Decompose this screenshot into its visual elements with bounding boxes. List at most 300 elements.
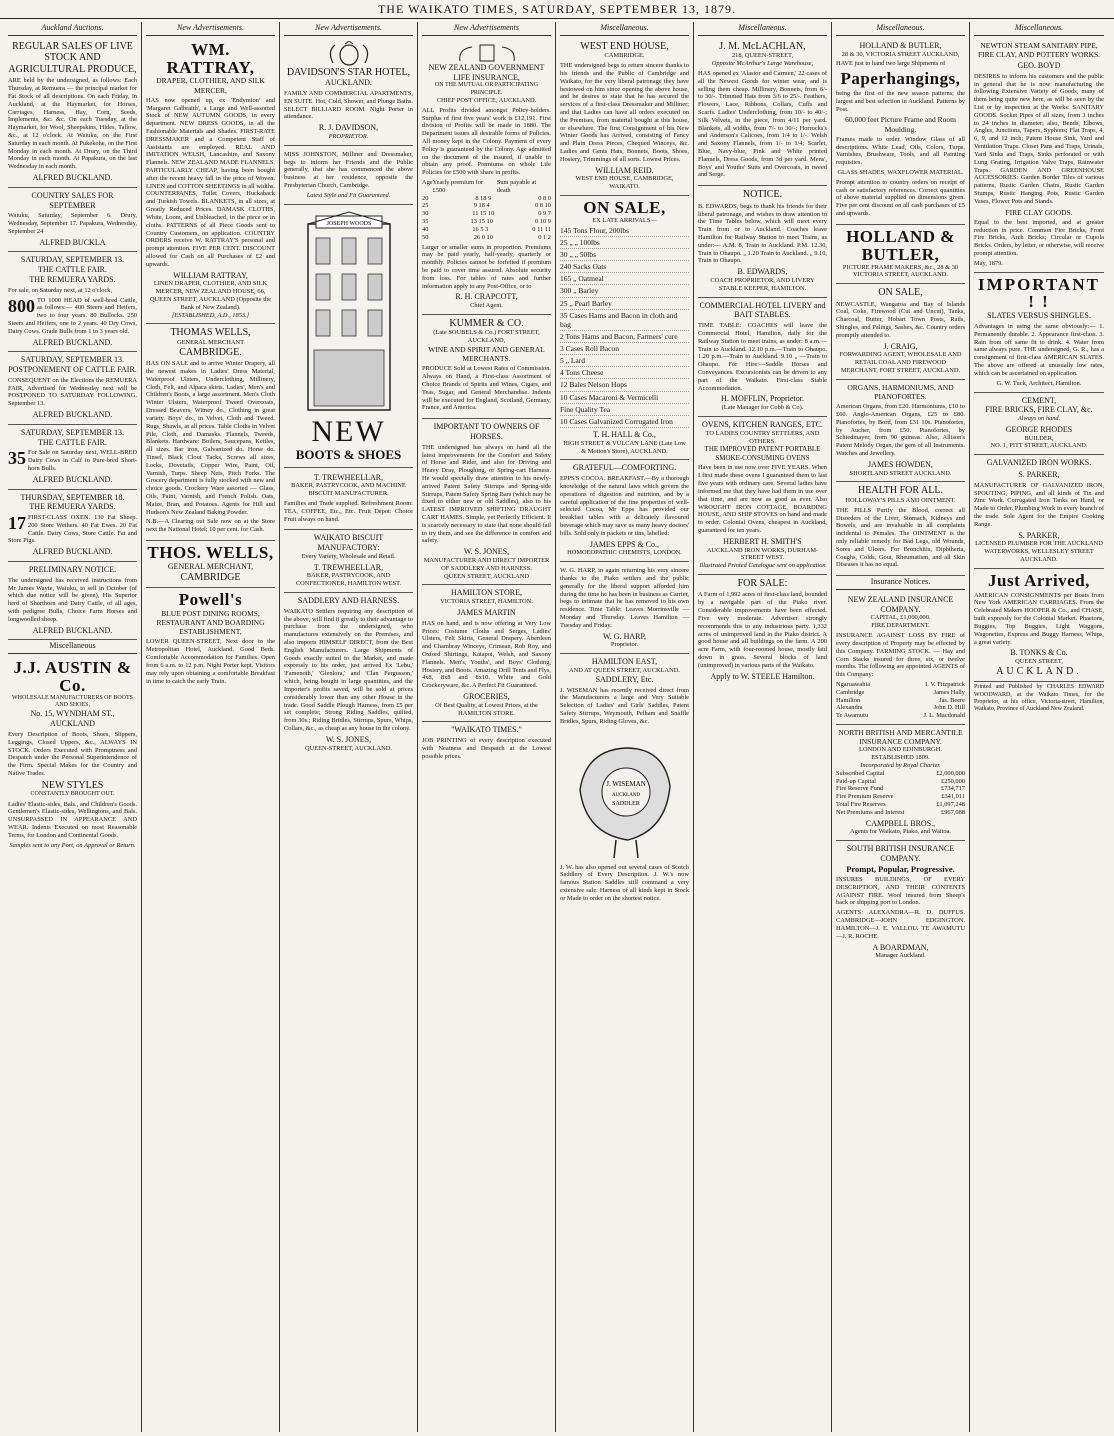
capital-table-cell: £2,000,000: [936, 769, 965, 777]
agents-table-cell: Cambridge: [836, 688, 865, 696]
masthead: THE WAIKATO TIMES, SATURDAY, SEPTEMBER 13, 1879.: [0, 0, 1114, 19]
ad-body: ARE held by the undersigned, as follows: Each Thursday, at Remuera — the principal market for Fat Stock of all descriptions. On each Friday, in Auckland, at the Haymarket, for Horses, Carriages, Harness, Hay, Corn, Seeds, Implements, &c. &c. On each Tuesday, at the Haymarket, for Wool, Sheepskins, Hides, Tallow, &c., at 12 o'clock. At Waiuku, on the First Saturday in each month. At Pukekohe, on the First Monday in each month. At Drury, on the Third Monday in each month. At Papakura, on the last Wednesday in each month.: [8, 77, 137, 171]
ad-signature: HERBERT H. SMITH'S: [723, 536, 802, 546]
section-heading: Miscellaneous.: [560, 22, 689, 36]
ad-lead: HAVE just to hand two large Shipments of: [836, 60, 946, 68]
section-heading: Insurance Notices.: [836, 576, 965, 590]
ad-signature: W. S. JONES,: [325, 734, 372, 744]
ad-date: May, 1879.: [974, 259, 1003, 267]
column-8: [970, 22, 1108, 1432]
ad-subtitle: EX LATE ARRIVALS—: [592, 216, 657, 224]
ad-subtitle: BAKER, PASTRYCOOK, AND MACHINE BISCUIT MANUFACTURER.: [291, 482, 406, 498]
ad-town: CAMBRIDGE.: [179, 346, 242, 358]
ad-slates: [974, 273, 1104, 393]
rate-table-row: [422, 226, 551, 234]
ad-date: SATURDAY, SEPTEMBER 13.: [20, 255, 125, 265]
list-item: 5 „ Lard: [560, 355, 689, 367]
ad-title: HAMILTON EAST,: [591, 657, 658, 667]
section-heading: Miscellaneous.: [974, 22, 1104, 36]
ad-number: 17: [8, 513, 26, 533]
ad-title: IMPORTANT ! !: [978, 274, 1100, 312]
ad-role: Proprietor.: [610, 641, 639, 649]
rate-table-cell: 0 1 2: [538, 233, 551, 241]
ad-title: THE CATTLE FAIR.: [38, 437, 107, 447]
ad-ovens: [698, 417, 827, 575]
ad-established: [ESTABLISHED, A.D., 1853.]: [171, 311, 250, 319]
coat-of-arms-icon: [452, 41, 522, 63]
ad-title: HAMILTON STORE,: [451, 588, 522, 598]
ad-body: LOWER QUEEN-STREET, Next door to the Metropolitan Hotel, Auckland. Good Beds. Comfortable Accommodation for Families. Open from 6 a.m. to 12 p.m. Night Porter kept. Visitors may rely upon obtaining a comfortable Breakfast in time to catch the early Train.: [146, 638, 275, 685]
agents-table-cell: Te Awamutu: [836, 712, 869, 720]
capital-table-cell: £341,011: [941, 793, 965, 801]
ad-subtitle: GENERAL MERCHANT: [176, 338, 245, 346]
section-heading: Miscellaneous.: [698, 22, 827, 36]
list-item: 10 Cases Macaroni & Vermicelli: [560, 392, 689, 404]
ad-subtitle: (Late SOUBELS & Co.) FORT STREET, AUCKLAND,: [433, 329, 540, 345]
rate-table-cell: 0 8 10: [535, 202, 551, 210]
list-item: 145 Tons Flour, 200lbs: [560, 225, 689, 237]
ad-boots-shoes: [284, 205, 413, 468]
capital-table-cell: £734,717: [941, 785, 965, 793]
ad-title: SADDLERY AND HARNESS.: [297, 596, 400, 606]
ad-subtitle: Always on hand.: [1017, 415, 1061, 423]
ad-title: DAVIDSON'S STAR HOTEL,: [286, 66, 411, 78]
ad-subtitle: HOLLOWAY'S PILLS AND OINTMENT.: [845, 496, 956, 504]
ad-title: PRELIMINARY NOTICE.: [28, 565, 117, 574]
ad-address: 28 & 30, VICTORIA STREET AUCKLAND,: [841, 50, 960, 58]
ad-body: INSURANCE AGAINST LOSS BY FIRE of every description of Property may be effected by this Company. FARMING STOCK. — Hay and Corn Stacks insured for three, six, or twelve months. The following are appointed AGENTS of this Company:: [836, 632, 965, 679]
ad-title: NEW ZEALAND GOVERNMENT LIFE INSURANCE,: [428, 62, 545, 82]
ad-subtitle: ON THE MUTUAL OR PARTICIPATING PRINCIPLE.: [434, 82, 539, 96]
ad-signature: B. TONKS & Co.: [1010, 648, 1068, 658]
ad-miss-johnston: [284, 146, 413, 205]
ad-number: 35: [8, 448, 26, 469]
ad-signature: B. EDWARDS,: [737, 267, 788, 277]
agents-table-cell: Jas. Beere: [939, 696, 965, 704]
ad-role: Chief Agent.: [470, 302, 503, 310]
list-item: 25 „ Pearl Barley: [560, 298, 689, 310]
coat-of-arms-icon: [319, 41, 379, 67]
ad-catalogue: Illustrated Printed Catalogue sent on application: [699, 562, 826, 570]
ad-body: MANUFACTURER OF GALVANIZED IRON, SPOUTING, PIPING, and all kinds of Tin and Zinc Work. Corrugated Iron Tanks on Hand, or Made to Order. Plumbing Work in every branch of the trade. Sole Agent for the Empire Cooking Range.: [974, 481, 1104, 528]
ad-town: AUCKLAND.: [325, 78, 372, 88]
ad-austin: [8, 656, 137, 853]
ad-remuera-yards: [8, 490, 137, 563]
ad-mouldings: 60,000 feet Picture Frame and Room Moulding.: [845, 115, 956, 134]
list-item: 3 Cases Roll Bacon: [560, 343, 689, 355]
table-header: [422, 179, 551, 195]
ad-signature: R. J. DAVIDSON,: [318, 123, 379, 133]
ad-kummer: [422, 315, 551, 419]
ad-title: POSTPONEMENT OF CATTLE FAIR.: [8, 365, 137, 375]
ad-body: W. G. HARP, in again returning his very sincere thanks to the Piako settlers and the public generally for the liberal support afforded him during the time he has been in business as Carrier, begs to intimate that he has removed to his own residence. Time Table: Leaves Morrinsville — Monday and Thursday. Leaves Hamilton — Tuesday and Friday.: [560, 567, 689, 629]
rate-table-cell: 11 15 10: [472, 210, 495, 218]
ad-title: ORGANS, HARMONIUMS, AND PIANOFORTES.: [847, 382, 954, 402]
ad-pottery-works: [974, 38, 1104, 273]
ad-south-british: [836, 841, 965, 964]
ad-title: WEST END HOUSE,: [580, 40, 669, 52]
capital-table-cell: £250,000: [941, 777, 965, 785]
agents-table: [836, 681, 965, 720]
column-5: [556, 22, 694, 1432]
agents-table-row: [836, 712, 965, 720]
ad-holloway: [836, 482, 965, 576]
ad-body-2: Larger or smaller sums in proportion. Premiums may be paid yearly, half-yearly, quarterly or monthly. Policies cannot be forfeited if premium be paid to cover time assured. Absolute security from loss. For tables of rates and further information apply to any Post-Office, or to: [422, 243, 551, 290]
ad-signature: T. TREWHEELLAR,: [313, 562, 384, 572]
ad-title: COMMERCIAL HOTEL LIVERY and BAIT STABLES.: [699, 300, 826, 320]
ad-department: FIRE DEPARTMENT.: [871, 622, 930, 630]
ad-signature: ALFRED BUCKLAND.: [32, 547, 113, 557]
section-heading: New Advertisements.: [146, 22, 275, 36]
ad-capital: CAPITAL, £1,000,000.: [870, 614, 931, 622]
ad-life-insurance: [422, 38, 551, 315]
ad-title: OVENS, KITCHEN RANGES, ETC.: [702, 420, 823, 429]
list-item: Fine Quality Tea: [560, 404, 689, 416]
ad-subtitle: TO LADIES COUNTRY SETTLERS, AND OTHERS.: [705, 429, 820, 445]
ad-address: WEST END HOUSE, CAMBRIDGE, WAIKATO.: [575, 175, 674, 191]
ad-signature: W. G. HARP,: [602, 631, 647, 641]
agents-table-cell: J. L. Macdonald: [923, 712, 965, 720]
ad-signature: Apply to W. STEELE Hamilton.: [710, 671, 815, 681]
ad-body: DESIRES to inform his customers and the public in general that he is now manufacturing the following Extensive Variety of Goods, many of them being quite new here, as will be seen by the List or by inspection at the Works: SANITARY GOODS. Socket Pipes of all sizes, from 3 inches to 24 inches in diameter; also, Bends, Elbows, Angles, Junctions, Tapers, Syphons; Flat Traps, 4, 6, 9, and 12 inch; Patent House Sink, Yard and Ventilation Traps. Closet Pans and Traps, Urinals, Yard Sinks and Traps, Sinks perforated or with Lung Grating, Irrigation Valve Traps, Rainwater Traps. GARDEN AND GREENHOUSE ACCESSORIES: Garden Border Tiles of various patterns, Rustic Garden Chairs, Rustic Garden Stumps, Rustic Hanging Pots, Rustic Garden Vases, Flower Pots and Stands.: [974, 72, 1104, 205]
rate-table-cell: 0 8 0: [538, 194, 551, 202]
rate-table-cell: 0 9 7: [538, 210, 551, 218]
rate-table-cell: 30: [422, 210, 429, 218]
ad-signature: ALFRED BUCKLAND.: [32, 410, 113, 420]
ad-title: WAIKATO BISCUIT MANUFACTORY:: [313, 533, 384, 553]
ad-headline: Paperhangings,: [840, 69, 961, 89]
ad-subtitle: DRAPER, CLOTHIER, AND SILK MERCER,: [156, 76, 265, 95]
ad-motto: Prompt, Popular, Progressive.: [846, 863, 955, 874]
saddle-stamp-town: AUCKLAND: [611, 792, 640, 798]
ad-subtitle: MANUFACTURER AND DIRECT IMPORTER OF SADDLERY AND HARNESS.: [423, 557, 550, 572]
rate-table-row: [422, 210, 551, 218]
list-item: 165 „ Oatmeal: [560, 273, 689, 285]
capital-table: [836, 770, 965, 817]
ad-mclachlan: [698, 38, 827, 187]
ad-body: Families and Trade supplied. Refreshment Room: TEA, COFFEE, Etc., Etc. Fruit Depot: Choice Fruit always on hand.: [284, 499, 413, 523]
ad-subtitle-2: AUCKLAND IRON WORKS, DURHAM-STREET WEST.: [706, 546, 819, 562]
ad-subtitle-2: WINE AND SPIRIT AND GENERAL MERCHANTS.: [428, 345, 545, 364]
ad-preliminary-notice: [8, 562, 137, 640]
capital-table-cell: £1,097,248: [936, 801, 965, 808]
ad-title: IMPORTANT TO OWNERS OF HORSES.: [433, 422, 540, 441]
ad-town: CAMBRIDGE: [180, 571, 241, 583]
ad-title-2: SADDLERY, Etc.: [595, 674, 654, 684]
ad-title: SOUTH BRITISH INSURANCE COMPANY.: [846, 844, 955, 863]
agents-table-cell: Hamilton: [836, 696, 861, 704]
ad-signature: H. MOFFLIN, Proprietor.: [721, 394, 804, 404]
capital-table-row: [836, 793, 965, 801]
capital-table-row: [836, 801, 965, 809]
saddle-stamp-name: J. WISEMAN: [605, 779, 646, 788]
ad-title: CEMENT,: [1021, 395, 1057, 405]
ad-opposite: Opposite McArthur's Large Warehouse,: [711, 60, 814, 68]
rate-table-cell: 8 18 9: [475, 194, 492, 202]
ad-body-2: J. W. has also opened out several cases of Scotch Saddlery of Every Description. J. W.'s now famous Station Saddles still command a very extensive sale. Harness of all kinds kept in Stock or Made to order on the shortest notice.: [560, 863, 689, 902]
rate-table-cell: 13 15 10: [470, 218, 493, 226]
ad-subtitle: SLATES VERSUS SHINGLES.: [987, 311, 1091, 321]
ad-harp-carrier: [560, 562, 689, 654]
agents-table-row: [836, 689, 965, 697]
rate-table-cell: 0 10 9: [535, 218, 551, 226]
ad-body-2: Ladies' Elastic-sides, Bals., and Children's Goods. Gentlemen's Elastic-sides, Wellingtons, and Bals. UNSURPASSED IN APPEARANCE AND WEAR. Indents Executed on most Reasonable Terms, for London and Continental Goods.: [8, 800, 137, 839]
ad-role: BUILDER,: [1024, 434, 1054, 442]
rate-table-cell: 16 5 3: [472, 225, 489, 233]
ad-commercial-hotel: [698, 298, 827, 417]
ad-star-hotel: [284, 38, 413, 146]
ad-number: 800: [8, 295, 35, 316]
ad-signature: JAMES EPPS & Co.,: [589, 539, 660, 549]
ad-body: Advantages in using the same obviously:— 1. Permanently durable. 2. Appearance first-class. 3. Rain from off same fit to drink. 4. Water from same always pure. THE undersigned, G. R., has a consignment of first-class AMERICAN SLATES. The above are offered at unusually low rates, which can be ascertained on application.: [974, 323, 1104, 377]
ad-title: GALVANIZED IRON WORKS.: [986, 458, 1092, 468]
ad-rattray: [146, 38, 275, 325]
ad-subtitle: FORWARDING AGENT, WHOLESALE AND RETAIL COAL AND FIREWOOD MERCHANT, FORT STREET, AUCKLAND.: [839, 351, 962, 375]
rate-table-cell: 9 18 4: [473, 202, 490, 210]
ad-body: A Farm of 1,992 acres of first-class land, bounded by a navigable part of the Piako river. Considerable improvements have been effected. Five very moderate. Advertiser strongly recommends this to any industrious party. 1,332 acres of unimproved land in the Piako district. A good house and all buildings on the farm. A 200 acre Farm, with four-roomed house, mostly laid down in grass. Several blocks of land (unimproved) in various parts of the Waikato.: [698, 591, 827, 669]
ad-body: being the first of the new season patterns; the largest and best selection in Auckland. Patterns by Post.: [836, 89, 965, 113]
capital-table-cell: Net Premiums and Interest: [836, 808, 905, 816]
ad-title: HOLLAND & BUTLER,: [859, 40, 942, 50]
ad-postponement: [8, 352, 137, 425]
ad-subtitle: BOOTS & SHOES: [295, 446, 402, 462]
capital-table-cell: Paid-up Capital: [836, 777, 876, 785]
ad-body: B. EDWARDS, begs to thank his friends for their liberal patronage, and wishes to draw attention to the Time Tables below, which will meet every Train from or to Auckland. Coaches leave Hamilton for Railway Station to meet Trains, as under:— A.M. 8, Train to Auckland. P.M. 12.30, Train to Ohaupo. „ 1.20 Train to Auckland. „ 9.10, Train to Ohaupo.: [698, 202, 827, 265]
ad-signature: G. W. Tuck, Architect, Hamilton.: [996, 379, 1082, 387]
column-4: [418, 22, 556, 1432]
ad-signature: ALFRED BUCKLAND.: [32, 173, 113, 182]
ad-body: HAS on hand, and is now offering at Very Low Prices: Costume Cloths and Serges, Ladies' Ulsters, Felt Skirts, General Drapery. Aberdeen and Chambray Winceys, Crimean, Rob Roy, and Oxford Shirtings, Kaiapoi, Welsh, and Saxony Flannels. Men's, Youths', and Boys' Clothing, Hosiery, and Boots. Amazing Drill Tents and Flys, 4x8, 8x8 and 8x10. White and Gold Crockeryware, &c. A Perfect Fit Guaranteed.: [422, 619, 551, 690]
ad-signature: WILLIAM REID.: [595, 165, 654, 175]
ad-office: CHIEF POST OFFICE, AUCKLAND.: [436, 96, 537, 104]
ad-agents: AGENTS: ALEXANDRA—R. D. DUFFUS. CAMBRIDGE—JOHN EDGINGTON. HAMILTON—J. E. VALLOU. TE AWAMUTU—J. R. ROCHE.: [836, 909, 965, 940]
ad-organs: [836, 380, 965, 483]
list-item: 10 Cases Galvanized Corrugated Iron: [560, 416, 689, 428]
shop-sign-text: JOSEPH WOODS: [326, 220, 371, 227]
ad-address: QUEEN STREET, AUCKLAND: [444, 572, 529, 580]
ad-signature: R. H. CRAPCOTT,: [455, 292, 518, 302]
capital-table-row: [836, 785, 965, 793]
ad-powells: [146, 588, 275, 691]
ad-parker-iron: [974, 455, 1104, 569]
ad-title-2: THE IMPROVED PATENT PORTABLE SMOKE-CONSUMING OVENS: [704, 445, 821, 462]
rate-table-cell: 25: [422, 202, 429, 210]
ad-groceries-text: Of Best Quality, at Lowest Prices, at the HAMILTON STORE.: [435, 701, 538, 717]
ad-cattle-fair: [8, 252, 137, 352]
ad-craig-coal: [836, 284, 965, 380]
column-1: [4, 22, 142, 1432]
capital-table-row: [836, 778, 965, 786]
ad-thos-wells: [146, 541, 275, 588]
ad-signature: JAMES MARTIN: [457, 608, 516, 618]
ad-title: NOTICE.: [742, 189, 783, 201]
ad-title: "WAIKATO TIMES.": [451, 725, 522, 735]
capital-table-cell: Fire Premium Reserve: [836, 793, 894, 801]
ad-thomas-wells: [146, 324, 275, 541]
ad-title: ON SALE,: [583, 198, 666, 217]
ad-title: HOLLAND & BUTLER,: [846, 226, 955, 264]
ad-body: Waiuku, Saturday, September 6. Drury, Wednesday, September 17. Papakura, Wednesday, September 24: [8, 212, 137, 235]
ad-signature: ALFRED BUCKLA: [39, 237, 106, 247]
rate-table-row: [422, 234, 551, 242]
section-heading: New Advertisements.: [284, 22, 413, 36]
ad-title: ON SALE,: [878, 287, 923, 299]
ad-title: REGULAR SALES OF LIVE STOCK AND AGRICULTURAL PRODUCE,: [8, 40, 137, 75]
ad-body: EPPS'S COCOA. BREAKFAST.—By a thorough knowledge of the natural laws which govern the operations of digestion and nutrition, and by a careful application of the fine properties of well-selected Cocoa, Mr Epps has provided our breakfast tables with a delicately flavoured beverage which may save us many heavy doctors' bills. Sold only in packets or tins, labelled:: [560, 475, 689, 537]
ad-town: CAMBRIDGE.: [604, 52, 645, 60]
ad-signature: CAMPBELL BROS.,: [865, 818, 936, 828]
agents-table-row: [836, 681, 965, 689]
ad-just-arrived: [974, 569, 1104, 683]
ad-signature-2: S. PARKER,: [1018, 530, 1060, 540]
ad-title-2: FIRE BRICKS, FIRE CLAY, &c.: [985, 405, 1093, 415]
ad-body: THE PILLS Purify the Blood, correct all Disorders of the Liver, Stomach, Kidneys and Bowels, and are invaluable in all complaints incidental to Females. The OINTMENT is the only reliable remedy for Bad Legs, old Wounds, Sores and Ulcers. For Bronchitis, Diphtheria, Coughs, Colds, Gout, Rheumatism, and all Skin Diseases it has no equal.: [836, 506, 965, 569]
rate-table-row: [422, 202, 551, 210]
ad-signature: S. PARKER,: [1018, 469, 1060, 479]
list-item: 2 Tons Hams and Bacon, Farmers' cure: [560, 331, 689, 343]
ad-title: NEW ZEALAND INSURANCE COMPANY.: [847, 594, 954, 614]
ad-note: Latest Style and Fit Guaranteed.: [306, 191, 391, 199]
capital-table-cell: Total Fire Reserves: [836, 801, 886, 808]
rate-table-cell: 50: [422, 233, 429, 241]
ad-epps-cocoa: [560, 460, 689, 562]
ad-body: INSURES BUILDINGS, OF EVERY DESCRIPTION, AND THEIR CONTENTS AGAINST FIRE. Wool insured from Sheep's back or shipping port to London.: [836, 876, 965, 907]
ad-title-2: FIRE CLAY GOODS.: [1005, 207, 1073, 217]
rate-table-cell: 26 0 10: [473, 233, 493, 241]
table-header-cell: Age: [422, 179, 433, 186]
columns: [4, 22, 1110, 1432]
ad-title: THE CATTLE FAIR.: [38, 265, 107, 275]
ad-role: PROPRIETOR.: [328, 133, 369, 140]
ad-signature: JAMES HOWDEN,: [868, 459, 933, 469]
ad-hamilton-store: [422, 585, 551, 722]
ad-subtitle: WHOLESALE MANUFACTURERS OF BOOTS AND SHOES,: [11, 694, 134, 709]
rate-table-cell: 0 11 11: [532, 225, 551, 233]
ad-signature: T. TREWHEELLAR,: [313, 472, 384, 482]
sale-list: [560, 225, 689, 428]
ad-body: Every Variety, Wholesale and Retail.: [301, 552, 396, 560]
ad-body-2: Frames made to order. Window Glass of all descriptions. White Lead, Oils, Colors, Turps, Varnishes, Brushware, Tools, and all Painting requisites.: [836, 135, 965, 167]
agents-table-cell: Alexandra: [836, 704, 863, 712]
ad-body: HAS ON SALE and to arrive Winter Drapery, all the newest makes in Ladies' Dress Material, Waterproof Ulsters, Underclothing, Millinery, Cloth, Felt, and Alpaca skirts. Ladies', Men's and Children's Boots, a large assortment. Men's Cloth Winter Ulsters, Waterproof Tweed Overcoats, Dressed Beavers, Witney do., Clothing in great variety. Boys' do., in Velvet, Cloth and Tweed. Rugs, Shawls, at all prices. Table Cloths in Velvet Pile, Cloth, and Damasks. Flannels, Tweeds, Blankets. Hardware: Boilers, Saucepans, Kettles, all sizes. Bar iron, Galvanized do. Horse do. Tinsel, Black Clout Tacks, Screws all sizes, Locks, Dovetails, Copper Wire, Paint, Oil, Varnish, Turps. Sheep Nets, Pitch Forks. The Grocery department is fully stocked with new and choice goods. Crockery Ware assorted — Glass, Oils, Paint, Varnish, and French Polish. Oats, Maize, Bran, and Potatoes. Agents for Hill and Hudson's New Zealand Baking Powder.: [146, 360, 275, 516]
capital-table-cell: £967,088: [941, 808, 965, 816]
ad-horse-owners: [422, 419, 551, 585]
ad-subtitle: LONDON AND EDINBURGH.: [859, 746, 942, 754]
shop-building-illustration: [288, 210, 410, 415]
agents-table-row: [836, 697, 965, 705]
table-header-cell: Sum payable at death: [496, 179, 537, 194]
column-2: [142, 22, 280, 1432]
rate-table-cell: 35: [422, 218, 429, 226]
ad-body-2: Equal to the best imported, and at greater reduction in price. Common Fire Bricks, Front Fire Bricks, Arch Bricks; Circular or Cupola Bricks. Orders, by letter, or otherwise, will receive prompt attention.: [974, 218, 1104, 257]
ad-north-british: [836, 725, 965, 841]
ad-signature: ALFRED BUCKLAND.: [32, 474, 113, 484]
ad-body: J. WISEMAN has recently received direct from the Manufacturers a large and Very Suitable Selection of Ladies' and Girls' Saddles, Patent Safety Stirrups, Weymouth, Pelham and Snaffle Bridles, Spurs, Riding Gloves, &c.: [560, 686, 689, 725]
ad-town: AUCKLAND.: [996, 665, 1082, 677]
ad-title: FOR SALE:: [737, 577, 788, 589]
ad-body: THE undersigned has always on hand all the latest improvements for the Comfort and Safety of Horse and Rider, and also for Driving and Heavy Dray, Ploughing, or Spring-cart Harness. He would specially draw attention to his newly-arrived Patent Safety Stirrups and Spring-side Stirrups, Patent Safety Spring Bars (which may be fixed to either new or old Saddles), also to his LATEST IMPROVED SHIFTING DRAUGHT CART HAMES. Simple, yet Perfectly Efficient. It is scarcely necessary to state that none should fail to try them, and see the difference in comfort and safety.: [422, 443, 551, 545]
table-header-cell: Yearly premium for £500: [432, 179, 484, 194]
ad-established: ESTABLISHED 1809.: [871, 754, 930, 762]
capital-table-cell: Fire Reserve Fund: [836, 785, 884, 793]
ad-role: HOMOEOPATHIC CHEMISTS, LONDON.: [567, 549, 682, 557]
ad-role: Agents for Waikato, Piako, and Waitoa.: [850, 828, 951, 836]
ad-title: WM. RATTRAY,: [166, 39, 255, 77]
ad-body: TO 1000 HEAD of well-bred Cattle, as follows:— 400 Steers and Heifers, two to four years. 80 Bullocks. 250 Steers and Heifers, one to 2 years. 40 Dry Cows, Dairy Cows. Grade Bulls from 1 to 3 years old.: [8, 296, 137, 335]
ad-on-sale: [560, 196, 689, 460]
section-heading: Miscellaneous.: [836, 22, 965, 36]
ad-charter: Incorporated by Royal Charter.: [860, 761, 941, 769]
ad-body: AMERICAN CONSIGNMENTS per Boats from New York AMERICAN CARRIAGES. From the Celebrated Makers HOOPER & Co., and CHASE, built expressly for the Colonial Market. Phaetons, Buggies, Top Buggies, Light Waggons, Wagonettes, Express and Buggy Harness, Whips, a great variety.: [974, 591, 1104, 646]
ad-title: GRATEFUL—COMFORTING.: [572, 463, 677, 473]
ad-title: Just Arrived,: [988, 570, 1090, 590]
ad-subtitle: THE REMUERA YARDS.: [29, 274, 116, 284]
ad-body: NEWCASTLE, Wangaroa and Bay of Islands Coal, Coke, Firewood (Cut and Uncut), Tanks, Charcoal, Butter, Hobart Town Posts, Rails, Shingles, and Palings, Sashes, &c. Country orders promptly attended to.: [836, 300, 965, 339]
ad-auction-sales: [8, 38, 137, 188]
rate-table-cell: 20: [422, 194, 429, 202]
ad-address: QUEEN STREET,: [1015, 658, 1063, 666]
section-heading: Auckland Auctions.: [8, 22, 137, 36]
ad-title: J. M. McLACHLAN,: [719, 40, 806, 52]
saddle-illustration: [566, 730, 684, 860]
list-item: 25 „ „ 100lbs: [560, 237, 689, 249]
ad-title: NORTH BRITISH AND MERCANTILE INSURANCE COMPANY.: [838, 728, 963, 747]
ad-body: WAIKATO Settlers requiring any description of the above, will find it greatly to their advantage to purchase from the undersigned, who manufactures extensively on the Premises, and also imports HIMSELF DIRECT, from the Best English Manufacturers. Large Shipments of Goods exactly suited to the Market, and made expressly to his order, just arrived Ex 'Lebu,' 'Famenoth,' 'Glenlora,' and 'Clan Fergusson,' which, being bought in large quantities, and the Importer's profits saved, will be sold at prices considerably lower than any other House in the trade. Good Saddle Plough Harness, from £5 per set complete; Strong Riding Saddles, quilted, from 30s.; Riding Bridles, Stirrups, Spurs, Whips, Collars, &c., as cheap as any house in the colony.: [284, 607, 413, 732]
rate-table-cell: 40: [422, 225, 429, 233]
agents-table-cell: I. V. Fitzpatrick: [925, 680, 965, 688]
ad-subtitle: BLUE POST DINING ROOMS, RESTAURANT AND BOARDING ESTABLISHMENT,: [156, 609, 265, 637]
rate-table: [422, 195, 551, 242]
ad-signature: W. S. JONES,: [463, 547, 510, 557]
column-3: [280, 22, 418, 1432]
ad-country-sales: [8, 188, 137, 253]
ad-signature: WILLIAM RATTRAY,: [173, 270, 248, 280]
ad-signature: GEORGE RHODES: [1005, 424, 1073, 434]
list-item: 240 Sacks Oats: [560, 261, 689, 273]
ad-title: THE REMUERA YARDS.: [29, 502, 116, 512]
ad-address: VICTORIA STREET, HAMILTON.: [440, 598, 533, 606]
rate-table-row: [422, 195, 551, 203]
ad-signature: J. CRAIG,: [883, 341, 918, 351]
ad-wiseman-saddlery: [560, 654, 689, 908]
ad-trewheellar: [284, 468, 413, 531]
ad-subtitle: BAKER, PASTRYCOOK, AND CONFECTIONER, HAMILTON WEST.: [295, 572, 402, 588]
ad-subtitle: GENERAL MERCHANT,: [167, 561, 254, 571]
ad-groceries: GROCERIES,: [463, 692, 510, 702]
ad-address: NO. 1, PITT STREET, AUCKLAND.: [990, 442, 1088, 450]
ad-body: FAMILY AND COMMERCIAL APARTMENTS, EN SUITE. Hot, Cold, Shower, and Plunge Baths. SELECT BILLIARD ROOM. Night Porter in attendance.: [284, 90, 413, 121]
ad-address: SHORTLAND STREET AUCKLAND.: [849, 469, 952, 477]
capital-table-cell: Subscribed Capital: [836, 769, 885, 777]
ad-date: SATURDAY, SEPTEMBER 13.: [20, 355, 125, 365]
ad-body: THE undersigned begs to return sincere thanks to his friends and the Public of Cambridge and Waikato, for the very liberal patronage they have bestowed on him since opening the above house, and he desires to state that he has secured the services of a first-class Dressmaker and Milliner; and that Ladies can have all orders executed on the Premises, from material bought at this house, or elsewhere. The first Consignment of his New Winter Goods has Arrived, consisting of Fancy and Plain Dress Pieces, Chequed Winceys, &c. Ladies and Gents Hats, Bonnets, Boots, Shoes, Hosiery, Trimmings of all sorts. Lowest Prices.: [560, 62, 689, 163]
agents-table-cell: James Hally: [933, 688, 965, 696]
ad-edwards-notice: [698, 186, 827, 297]
agents-table-row: [836, 704, 965, 712]
agents-table-cell: Ngaruawahia: [836, 680, 871, 688]
ad-signature: T. H. HALL & Co.,: [593, 430, 656, 440]
ad-title: NEW: [311, 414, 386, 448]
ad-farm-for-sale: [698, 575, 827, 685]
ad-styles-sub: CONSTANTLY BROUGHT OUT.: [30, 791, 115, 798]
ad-signature: ALFRED BUCKLAND.: [32, 337, 113, 347]
ad-title: HEALTH FOR ALL.: [858, 485, 943, 497]
ad-body: HAS opened ex 'Alastor and Carmen,' 22 cases of all the Newest Goods for winter wear, and is selling them cheap. Millinery, Bonnets, from 6/- to 30/-. Trimmed Hats from 3/6 to 25/-. Feathers, Flowers, Lace, Ribbons, Collars, Cuffs and Scarfs. Ladies' Underclothing, from 10/- to 40/-; Silk Velvets, in the piece, from 4/11 per yard. Blankets, all widths, from 7/- to 30/-; Horrocks's and Anderson's Calicoes, from 1/4 to 1/-. Welsh and Saxony Flannels, from 1/- to 1/4; Scarlet, Blue, Navy-blue, Pink and White printed Flannels, Dress Goods, from 3d per yard. Mens', Boys' and Youths' Suits and Overcoats, in tweed and Serge.: [698, 69, 827, 179]
ad-body: Have been in use now over FIVE YEARS. When I first made these ovens I guaranteed them to last five years with ordinary care. Several ladies have informed me that they have had them in use over that time, and are now as good as ever. Also WROUGHT IRON COTTAGE, BOARDING HOUSE, AND SHIP STOVES on hand and made to order. Colonial Ovens, cheapest in Auckland, guaranteed for ten years.: [698, 464, 827, 534]
ad-lead: For sale, on Saturday next, at 12 o'clock,: [8, 286, 113, 294]
ad-paperhangings: [836, 38, 965, 225]
ad-note: N.B.—A Clearing out Sale now on at the Store next the National Hotel; 10 per cent. for Cash.: [146, 518, 275, 534]
